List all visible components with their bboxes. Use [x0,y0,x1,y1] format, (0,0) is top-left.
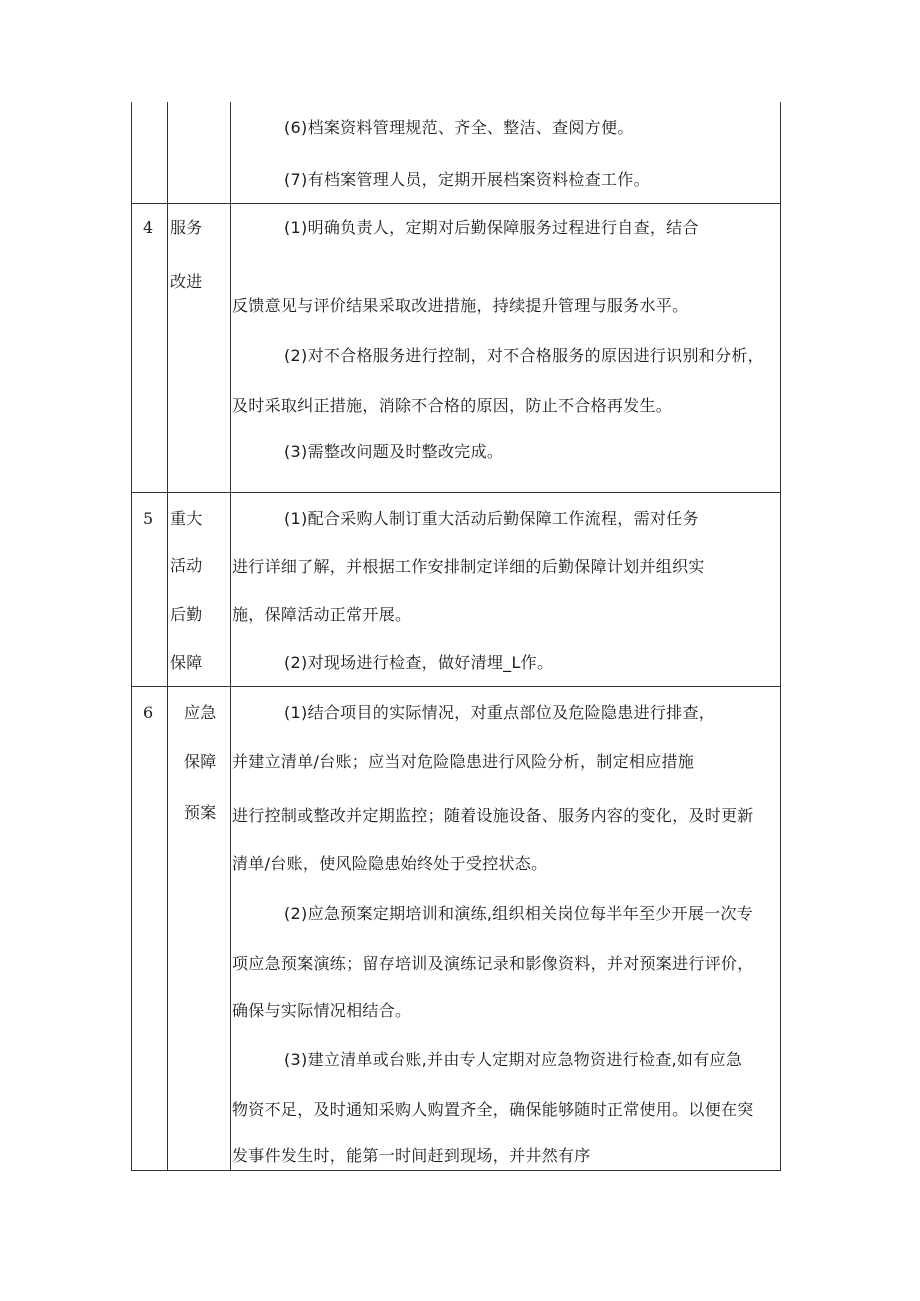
row4-number: 4 [143,218,154,237]
column-divider-number [167,102,168,1171]
row4-line-4: 及时采取纠正措施，消除不合格的原因，防止不合格再发生。 [232,396,673,415]
row4-category-1: 服务 [170,218,203,237]
row6-line-10: 发事件发生时，能第一时间赶到现场，并井然有序 [232,1146,591,1165]
row5-category-2: 活动 [170,556,203,575]
row6-line-5: (2)应急预案定期培训和演练,组织相关岗位每半年至少开展一次专 [284,904,754,923]
row6-line-9: 物资不足，及时通知采购人购置齐全，确保能够随时正常使用。以便在突 [232,1100,754,1119]
row4-line-2: 反馈意见与评价结果采取改进措施，持续提升管理与服务水平。 [232,296,689,315]
row6-category-3: 预案 [184,803,217,822]
row5-line-2: 进行详细了解，并根据工作安排制定详细的后勤保障计划并组织实 [232,557,705,576]
row6-category-1: 应急 [184,703,217,722]
column-divider-category [230,102,231,1171]
row-top-line-1: (6)档案资料管理规范、齐全、整洁、查阅方便。 [284,118,634,137]
row5-line-4: (2)对现场进行检查，做好清埋_L作。 [284,653,554,672]
service-table [131,102,781,1171]
row4-line-3: (2)对不合格服务进行控制，对不合格服务的原因进行识别和分析， [284,346,764,365]
row6-category-2: 保障 [184,752,217,771]
row6-line-1: (1)结合项目的实际情况，对重点部位及危险隐患进行排查， [284,703,716,722]
row5-category-1: 重大 [170,509,203,528]
row5-category-3: 后勤 [170,605,203,624]
row-divider-5 [131,492,781,493]
row6-line-2: 并建立清单/台账；应当对危险隐患进行风险分析，制定相应措施 [232,752,695,771]
row4-line-1: (1)明确负责人，定期对后勤保障服务过程进行自查，结合 [284,218,699,237]
row5-line-1: (1)配合采购人制订重大活动后勤保障工作流程，需对任务 [284,509,699,528]
row-divider-6 [131,686,781,687]
row6-line-4: 清单/台账，使风险隐患始终处于受控状态。 [232,854,548,873]
row6-line-6: 项应急预案演练；留存培训及演练记录和影像资料，并对预案进行评价， [232,954,754,973]
row6-line-3: 进行控制或整改并定期监控；随着设施设备、服务内容的变化，及时更新 [232,806,754,825]
row6-number: 6 [143,703,154,722]
row6-line-8: (3)建立清单或台账,并由专人定期对应急物资进行检查,如有应急 [284,1050,743,1069]
row5-number: 5 [143,509,154,528]
row5-line-3: 施，保障活动正常开展。 [232,605,412,624]
row-divider-4 [131,203,781,204]
row-top-line-2: (7)有档案管理人员，定期开展档案资料检查工作。 [284,170,650,189]
row6-line-7: 确保与实际情况相结合。 [232,1001,412,1020]
row4-line-5: (3)需整改问题及时整改完成。 [284,442,504,461]
row5-category-4: 保障 [170,653,203,672]
row4-category-2: 改进 [170,272,203,291]
